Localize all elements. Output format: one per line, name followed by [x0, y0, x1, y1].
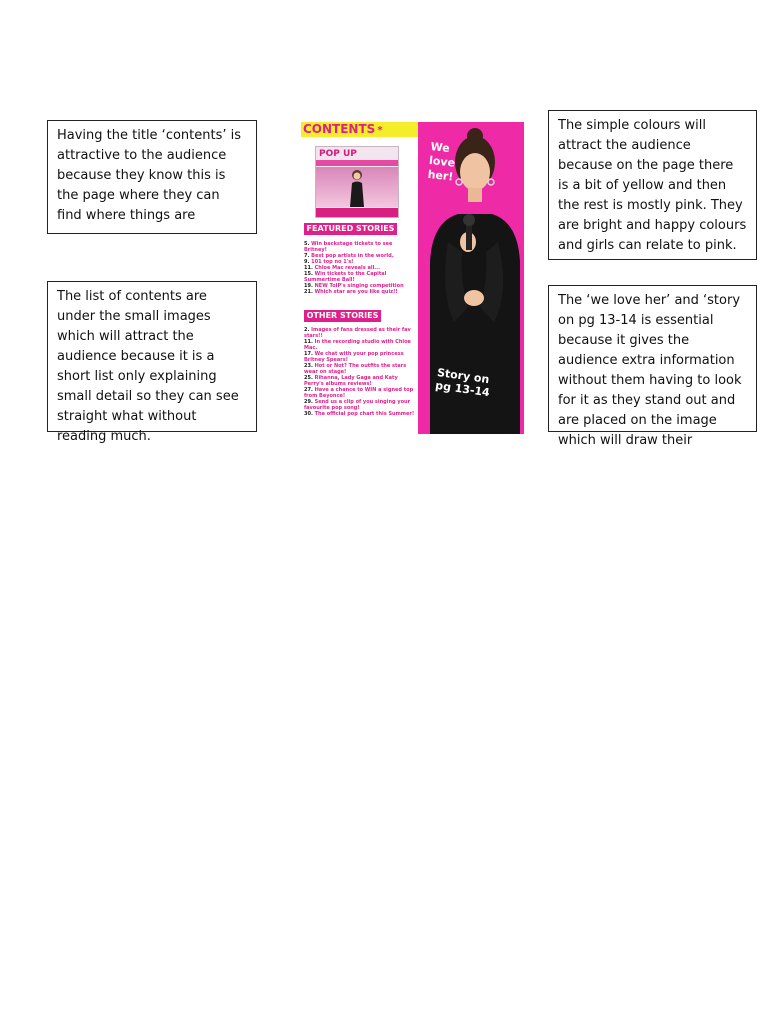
cover-logo: POP UP — [319, 149, 357, 159]
annotation-box-cover-lines — [548, 285, 757, 448]
contents-column — [301, 122, 418, 434]
list-item: 7. Best pop artists in the world. — [304, 253, 394, 259]
annotation-text: Having the title ‘contents’ is attractive to the audience because they know this is the page where they can find where things are — [57, 128, 242, 223]
magazine-contents-page — [301, 122, 524, 434]
contents-title: CONTENTS * — [301, 122, 418, 137]
list-item: 15. Win tickets to the Capital Summertime Ball! — [304, 271, 387, 283]
we-love-her-caption: We love her! — [427, 140, 456, 184]
annotation-box-title — [47, 120, 257, 234]
other-stories-heading: OTHER STORIES — [304, 310, 381, 322]
cover-thumbnail — [315, 146, 399, 218]
story-on-caption: Story on pg 13-14 — [434, 365, 491, 400]
cover-girl-image — [348, 169, 366, 207]
annotation-text: The ‘we love her’ and ‘story on pg 13-14 is essential because it gives the audience extra information without them having to look for it as they stand out and are placed on the image which will draw their — [558, 293, 742, 448]
list-item: 11. Chloe Mac reveals all... — [304, 265, 380, 271]
list-item: 17. We chat with your pop princess Britney Spears! — [304, 351, 404, 363]
list-item: 29. Send us a clip of you singing your favourite pop song! — [304, 399, 411, 411]
list-item: 19. NEW ToIP's singing competition — [304, 283, 404, 289]
annotation-text: The simple colours will attract the audience because on the page there is a bit of yellow and then the rest is mostly pink. They are bright and happy colours and girls can relate to pink. — [558, 118, 747, 253]
other-stories-list — [304, 327, 416, 417]
list-item: 2. Images of fans dressed as their fav stars!! — [304, 327, 411, 339]
list-item: 5. Win backstage tickets to see Britney! — [304, 241, 393, 253]
list-item: 23. Hot or Not? The outfits the stars wear on stage! — [304, 363, 407, 375]
list-item: 9. 101 top no 1's! — [304, 259, 354, 265]
list-item: 11. In the recording studio with Chloe Mac. — [304, 339, 411, 351]
list-item: 21. Which star are you like quiz!! — [304, 289, 398, 295]
annotation-box-list — [47, 281, 257, 444]
list-item: 25. Rihanna, Lady Gaga and Katy Perry's albums reviews! — [304, 375, 398, 387]
featured-stories-heading: FEATURED STORIES — [304, 223, 397, 235]
featured-stories-list — [304, 241, 416, 295]
annotation-text: The list of contents are under the small images which will attract the audience because it is a short list only explaining small detail so they can see straight what without reading much. — [57, 289, 239, 444]
list-item: 30. The official pop chart this Summer! — [304, 411, 415, 417]
annotation-box-colours — [548, 110, 757, 260]
list-item: 27. Have a chance to WIN a signed top from Beyonce! — [304, 387, 414, 399]
